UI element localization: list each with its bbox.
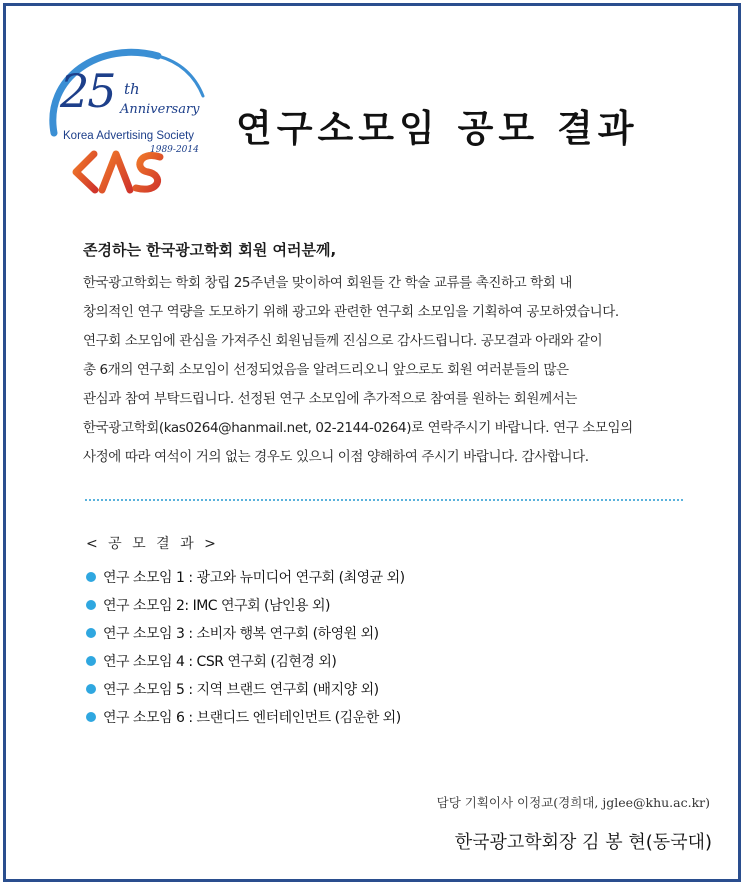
body-paragraph xyxy=(83,269,683,472)
bullet-dot-icon xyxy=(86,656,96,666)
page-title: 연구소모임 공모 결과 xyxy=(236,107,639,150)
list-item xyxy=(86,647,405,675)
greeting: 존경하는 한국광고학회 회원 여러분께, xyxy=(83,241,337,259)
signature: 한국광고학회장 김 봉 현(동국대) xyxy=(454,832,712,853)
bullet-dot-icon xyxy=(86,684,96,694)
paragraph-line: 연구회 소모임에 관심을 가져주신 회원님들께 진심으로 감사드립니다. 공모결과 아래와 같이 xyxy=(83,333,603,349)
paragraph-line: 관심과 참여 부탁드립니다. 선정된 연구 소모임에 추가적으로 참여를 원하는 회원께서는 xyxy=(83,391,577,407)
results-heading: < 공 모 결 과 > xyxy=(86,536,219,552)
result-text: 연구 소모임 2: IMC 연구회 (남인용 외) xyxy=(103,598,331,614)
list-item xyxy=(86,675,405,703)
list-item xyxy=(86,619,405,647)
logo-25-text: 25 xyxy=(60,64,115,118)
paragraph-line: 사정에 따라 여석이 거의 없는 경우도 있으니 이점 양해하여 주시기 바랍니다. 감사합니다. xyxy=(83,449,589,465)
result-text: 연구 소모임 5 : 지역 브랜드 연구회 (배지양 외) xyxy=(103,682,379,698)
bullet-dot-icon xyxy=(86,628,96,638)
notice-frame xyxy=(3,3,741,882)
result-text: 연구 소모임 4 : CSR 연구회 (김현경 외) xyxy=(103,654,337,670)
bullet-dot-icon xyxy=(86,572,96,582)
list-item xyxy=(86,591,405,619)
list-item xyxy=(86,703,405,731)
contact-info: 담당 기획이사 이정교(경희대, jglee@khu.ac.kr) xyxy=(436,795,710,810)
kas-wordmark-icon xyxy=(68,148,168,196)
results-list xyxy=(86,563,405,731)
result-text: 연구 소모임 1 : 광고와 뉴미디어 연구회 (최영균 외) xyxy=(103,570,405,586)
list-item xyxy=(86,563,405,591)
result-text: 연구 소모임 3 : 소비자 행복 연구회 (하영원 외) xyxy=(103,626,379,642)
kas-25th-anniversary-logo xyxy=(40,38,210,203)
paragraph-line: 한국광고학회는 학회 창립 25주년을 맞이하여 회원들 간 학술 교류를 촉진하고 학회 내 xyxy=(83,275,572,291)
paragraph-line: 창의적인 연구 역량을 도모하기 위해 광고와 관련한 연구회 소모임을 기획하여 공모하였습니다. xyxy=(83,304,619,320)
logo-society-name: Korea Advertising Society xyxy=(63,130,195,142)
logo-ordinal-text: th xyxy=(124,80,140,98)
paragraph-line: 한국광고학회(kas0264@hanmail.net, 02-2144-0264)로 연락주시기 바랍니다. 연구 소모임의 xyxy=(83,420,633,436)
bullet-dot-icon xyxy=(86,712,96,722)
result-text: 연구 소모임 6 : 브랜디드 엔터테인먼트 (김운한 외) xyxy=(103,710,401,726)
dotted-divider xyxy=(85,499,683,501)
logo-years: 1989-2014 xyxy=(150,145,199,155)
logo-anniversary-text: Anniversary xyxy=(120,102,200,117)
bullet-dot-icon xyxy=(86,600,96,610)
paragraph-line: 총 6개의 연구회 소모임이 선정되었음을 알려드리오니 앞으로도 회원 여러분들의 많은 xyxy=(83,362,569,378)
